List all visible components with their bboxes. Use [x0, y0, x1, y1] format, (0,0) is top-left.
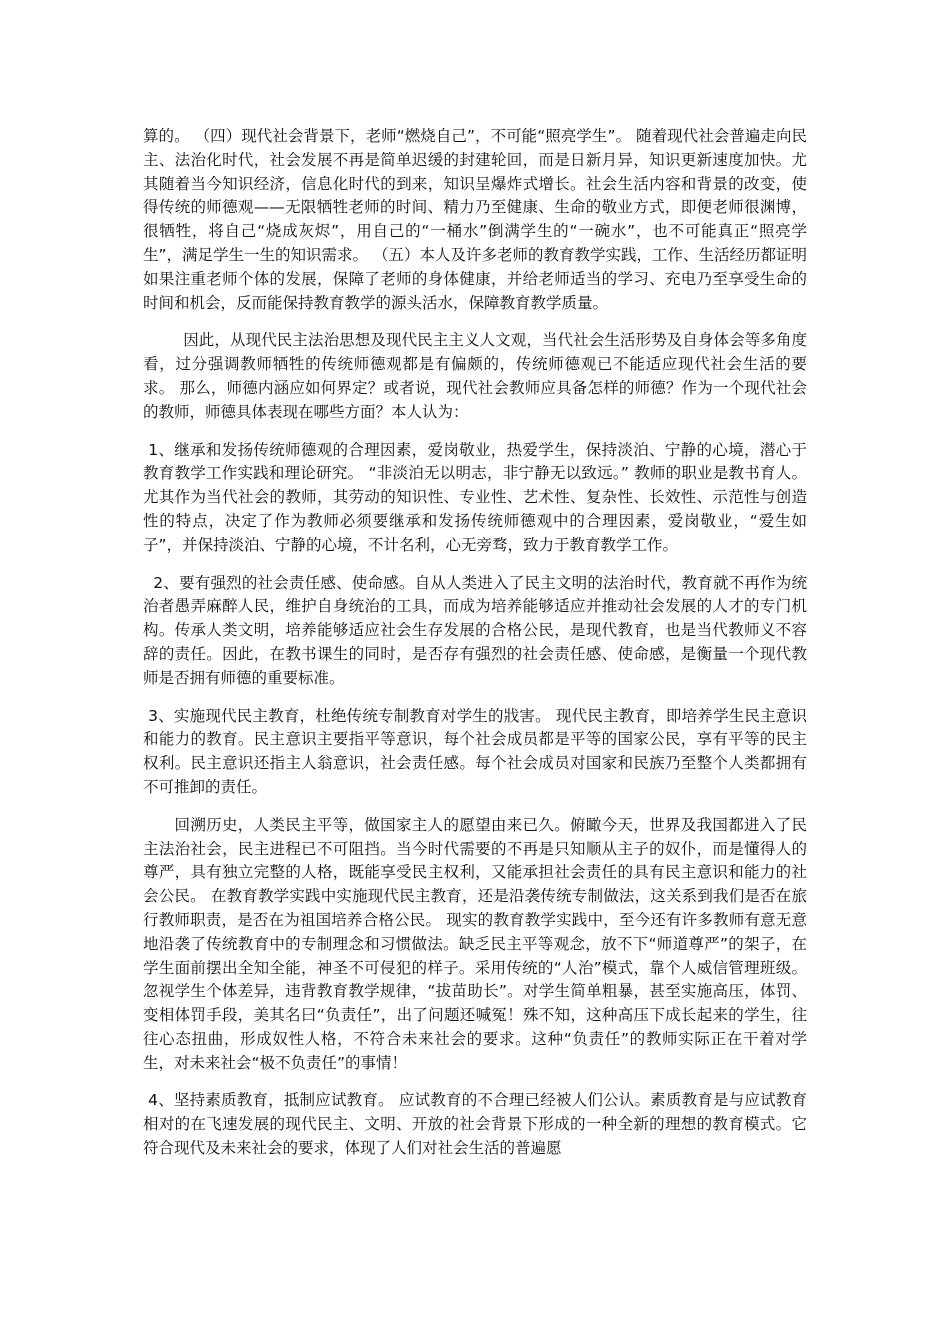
document-body: [143, 125, 807, 1175]
paragraph: 算的。 （四）现代社会背景下，老师“燃烧自己”，不可能“照亮学生”。 随着现代社会普遍走向民主、法治化时代，社会发展不再是简单迟缓的封建轮回，而是日新月异，知识更新速度加快。尤其随着当今知识经济，信息化时代的到来，知识呈爆炸式增长。社会生活内容和背景的改变，使得传统的师德观——无限牺牲老师的时间、精力乃至健康、生命的敬业方式，即便老师很渊博，很牺牲，将自己“烧成灰烬”，用自己的“一桶水”倒满学生的“一碗水”，也不可能真正“照亮学生”，满足学生一生的知识需求。 （五）本人及许多老师的教育教学实践，工作、生活经历都证明如果注重老师个体的发展，保障了老师的身体健康，并给老师适当的学习、充电乃至享受生命的时间和机会，反而能保持教育教学的源头活水，保障教育教学质量。: [143, 127, 807, 312]
paragraph: 回溯历史，人类民主平等，做国家主人的愿望由来已久。俯瞰今天，世界及我国都进入了民主法治社会，民主进程已不可阻挡。当今时代需要的不再是只知顺从主子的奴仆，而是懂得人的尊严，具有独立完整的人格，既能享受民主权利，又能承担社会责任的具有民主意识和能力的社会公民。 在教育教学实践中实施现代民主教育，还是沿袭传统专制做法，这关系到我们是否在旅行教师职责，是否在为祖国培养合格公民。 现实的教育教学实践中，至今还有许多教师有意无意地沿袭了传统教育中的专制理念和习惯做法。缺乏民主平等观念，放不下“师道尊严”的架子，在学生面前摆出全知全能，神圣不可侵犯的样子。采用传统的“人治”模式，靠个人威信管理班级。忽视学生个体差异，违背教育教学规律，“拔苗助长”。对学生简单粗暴，甚至实施高压，体罚、变相体罚手段，美其名曰“负责任”，出了问题还喊冤！殊不知，这种高压下成长起来的学生，往往心态扭曲，形成奴性人格，不符合未来社会的要求。这种“负责任”的教师实际正在干着对学生，对未来社会“极不负责任”的事情！: [143, 815, 808, 1072]
paragraph: 1、继承和发扬传统师德观的合理因素，爱岗敬业，热爱学生，保持淡泊、宁静的心境，潜心于教育教学工作实践和理论研究。 “非淡泊无以明志，非宁静无以致远。” 教师的职业是教书育人。尤其作为当代社会的教师，其劳动的知识性、专业性、艺术性、复杂性、长效性、示范性与创造性的特点，决定了作为教师必须要继承和发扬传统师德观中的合理因素，爱岗敬业，“爱生如子”，并保持淡泊、宁静的心境，不计名利，心无旁骛，致力于教育教学工作。: [143, 440, 807, 554]
paragraph: 2、要有强烈的社会责任感、使命感。自从人类进入了民主文明的法治时代，教育就不再作为统治者愚弄麻醉人民，维护自身统治的工具，而成为培养能够适应并推动社会发展的人才的专门机构。传承人类文明，培养能够适应社会生存发展的合格公民，是现代教育，也是当代教师义不容辞的责任。因此，在教书课生的同时，是否存有强烈的社会责任感、使命感，是衡量一个现代教师是否拥有师德的重要标准。: [143, 573, 807, 687]
paragraph: 因此，从现代民主法治思想及现代民主主义人文观，当代社会生活形势及自身体会等多角度看，过分强调教师牺牲的传统师德观都是有偏颇的，传统师德观已不能适应现代社会生活的要求。 那么，师德内涵应如何界定？或者说，现代社会教师应具备怎样的师德？作为一个现代社会的教师，师德具体表现在哪些方面？本人认为：: [143, 331, 807, 421]
paragraph: 3、实施现代民主教育，杜绝传统专制教育对学生的戕害。 现代民主教育，即培养学生民主意识和能力的教育。民主意识主要指平等意识，每个社会成员都是平等的国家公民，享有平等的民主权利。民主意识还指主人翁意识，社会责任感。每个社会成员对国家和民族乃至整个人类都拥有不可推卸的责任。: [143, 706, 807, 796]
paragraph: 4、坚持素质教育，抵制应试教育。 应试教育的不合理已经被人们公认。素质教育是与应试教育相对的在飞速发展的现代民主、文明、开放的社会背景下形成的一种全新的理想的教育模式。它符合现代及未来社会的要求，体现了人们对社会生活的普遍愿: [143, 1091, 807, 1158]
